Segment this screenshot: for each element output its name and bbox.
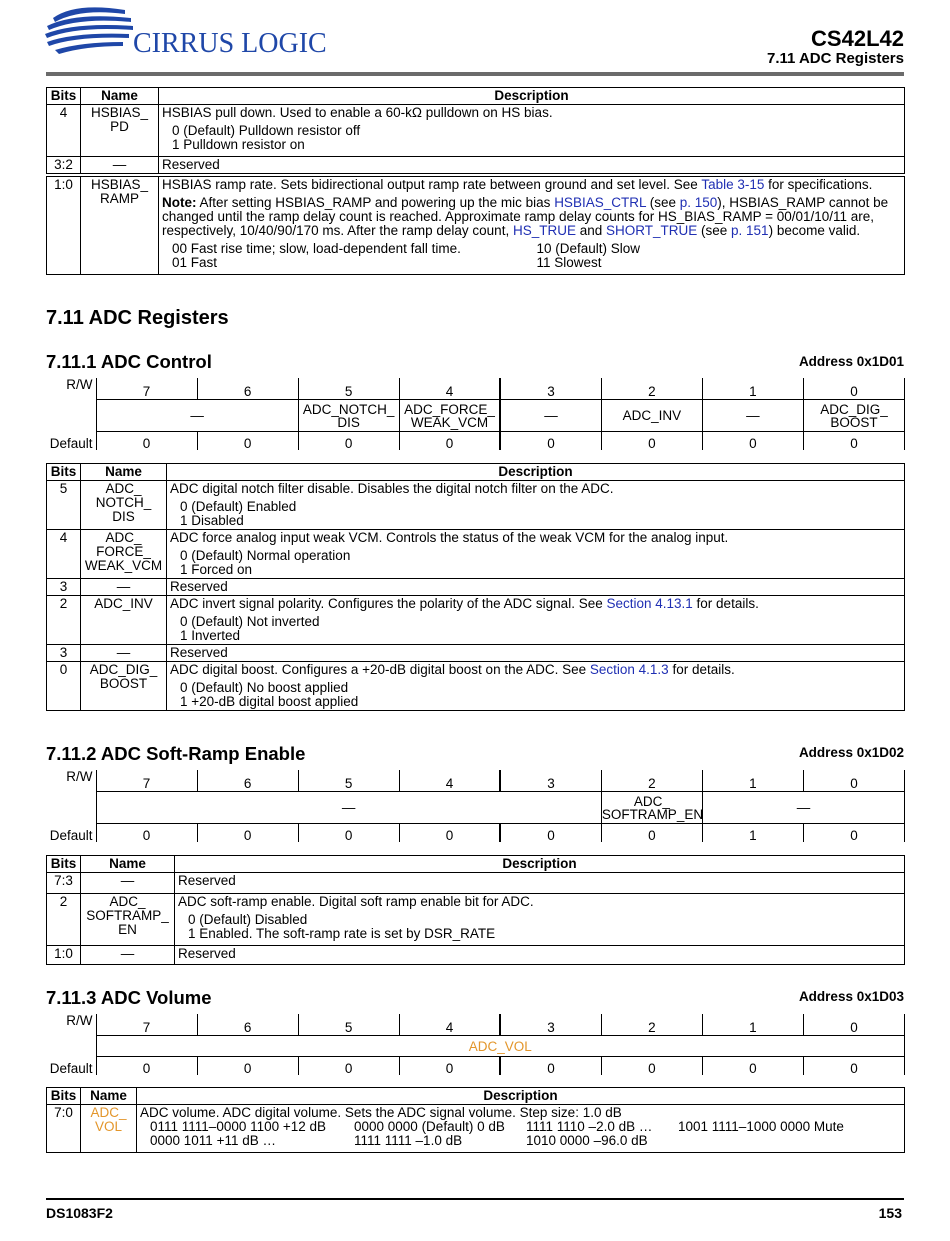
header-section: 7.11 ADC Registers bbox=[766, 50, 904, 67]
register-address: Address 0x1D01 bbox=[798, 354, 904, 369]
field-adc-softramp-en: ADC_ SOFTRAMP_EN bbox=[601, 793, 704, 822]
adc-control-table: Bits Name Description 5 ADC_ NOTCH_ DIS ADC digital notch filter disable. Disables the digital notch filter on the ADC. 0 (Default) Enabled 1 Disabled 4 ADC_ FORCE_ WEAK_VCM ADC force analog input weak VCM. Controls the status of the weak VCM for the analog input. 0 (Default) Normal operation 1 Forced on 3 — Reserved 2 ADC_INV ADC invert signal polarity. Configures the polarity of the ADC signal. See Section 4.13.1 for details. 0 (Default) Not inverted 1 Inverted 3 — Reserved 0 ADC_DIG_ BOOST ADC digital boost. Configures a +20-dB digital boost on the ADC. See Section 4.1.3 for details. 0 (Default) No boost applied 1 +20-dB digital boost applied bbox=[46, 463, 905, 711]
register-map-adc-control: R/W 7 6 5 4 3 2 1 0 — ADC_NOTCH_ DIS ADC_FORCE_ WEAK_VCM — ADC_INV — ADC_DIG_ BOOST Default 0 0 0 0 0 0 0 0 bbox=[46, 378, 905, 450]
field-adc-force-weak-vcm: ADC_FORCE_ WEAK_VCM bbox=[399, 400, 500, 432]
col-name: Name bbox=[81, 88, 159, 105]
chip-name: CS42L42 bbox=[811, 26, 904, 51]
header-rule bbox=[46, 72, 904, 76]
table-row: 4 HSBIAS_ PD HSBIAS pull down. Used to enable a 60-kΩ pulldown on HS bias. 0 (Default) Pulldown resistor off 1 Pulldown resistor on bbox=[47, 105, 905, 157]
field-reserved: — bbox=[702, 792, 904, 824]
table-row: 3 — Reserved bbox=[47, 645, 905, 662]
subsection-title: 7.11.1 ADC Control bbox=[46, 351, 212, 372]
cirrus-logic-logo bbox=[45, 4, 345, 60]
table-link[interactable]: Table 3-15 bbox=[701, 177, 765, 192]
note: Note: After setting HSBIAS_RAMP and powering up the mic bias HSBIAS_CTRL (see p. 150), HSBIAS_RAMP cannot be changed until the ramp delay count is reached. Approximate ramp delay counts for HS_BIAS_RAMP = 00/01/10/11 are, respectively, 10/40/90/170 ms. After the ramp delay count, HS_TRUE and SHORT_TRUE (see p. 151) become valid. bbox=[162, 195, 889, 238]
field-reserved: — bbox=[96, 792, 601, 824]
field-reserved: — bbox=[702, 400, 803, 432]
page-number: 153 bbox=[878, 1205, 902, 1221]
field-adc-vol: ADC_VOL bbox=[96, 1036, 905, 1057]
col-description: Description bbox=[159, 88, 905, 105]
doc-number: DS1083F2 bbox=[46, 1205, 113, 1221]
register-address: Address 0x1D03 bbox=[798, 989, 904, 1004]
table-row: 5 ADC_ NOTCH_ DIS ADC digital notch filter disable. Disables the digital notch filter on the ADC. 0 (Default) Enabled 1 Disabled bbox=[47, 481, 905, 530]
field-adc-inv: ADC_INV bbox=[601, 400, 702, 432]
field-adc-dig-boost: ADC_DIG_ BOOST bbox=[803, 400, 904, 432]
register-address: Address 0x1D02 bbox=[798, 745, 904, 760]
table-row: 2 ADC_INV ADC invert signal polarity. Configures the polarity of the ADC signal. See Section 4.13.1 for details. 0 (Default) Not inverted 1 Inverted bbox=[47, 596, 905, 645]
section-title: 7.11 ADC Registers bbox=[46, 307, 229, 329]
field-reserved: — bbox=[96, 400, 298, 432]
svg-text:CIRRUS LOGIC: CIRRUS LOGIC bbox=[133, 28, 327, 59]
table-row: 2 ADC_ SOFTRAMP_ EN ADC soft-ramp enable. Digital soft ramp enable bit for ADC. 0 (Default) Disabled 1 Enabled. The soft-ramp rate is set by DSR_RATE bbox=[47, 894, 905, 946]
table-row: 1:0 — Reserved bbox=[47, 946, 905, 965]
adc-softramp-table: Bits Name Description 7:3 — Reserved 2 ADC_ SOFTRAMP_ EN ADC soft-ramp enable. Digital soft ramp enable bit for ADC. 0 (Default) Disabled 1 Enabled. The soft-ramp rate is set by DSR_RATE 1:0 — Reserved bbox=[46, 855, 905, 965]
table-row: 7:3 — Reserved bbox=[47, 873, 905, 894]
footer-rule bbox=[46, 1198, 904, 1200]
field-reserved: — bbox=[500, 400, 601, 432]
table-row: 3 — Reserved bbox=[47, 579, 905, 596]
table-row: 7:0 ADC_ VOL ADC volume. ADC digital volume. Sets the ADC signal volume. Step size: 1.0 dB 0111 1111–0000 1100 +12 dB 0000 1011 +11 dB … 0000 0000 (Default) 0 dB 1111 1111 –1.0 dB 1111 1110 –2.0 dB … 1010 0000 –96.0 dB 1001 1111–1000 0000 Mute bbox=[47, 1105, 905, 1153]
table-row: 3:2 — Reserved bbox=[47, 157, 905, 176]
hsbias-table bbox=[46, 87, 905, 275]
register-map-adc-volume: R/W 7 6 5 4 3 2 1 0 ADC_VOL Default 0 0 0 0 0 0 0 0 bbox=[46, 1014, 905, 1075]
table-row: 4 ADC_ FORCE_ WEAK_VCM ADC force analog input weak VCM. Controls the status of the weak VCM for the analog input. 0 (Default) Normal operation 1 Forced on bbox=[47, 530, 905, 579]
table-row: 0 ADC_DIG_ BOOST ADC digital boost. Configures a +20-dB digital boost on the ADC. See Section 4.1.3 for details. 0 (Default) No boost applied 1 +20-dB digital boost applied bbox=[47, 662, 905, 711]
adc-volume-table: Bits Name Description 7:0 ADC_ VOL ADC volume. ADC digital volume. Sets the ADC signal volume. Step size: 1.0 dB 0111 1111–0000 1100 +12 dB 0000 1011 +11 dB … 0000 0000 (Default) 0 dB 1111 1111 –1.0 dB 1111 1110 –2.0 dB … 1010 0000 –96.0 dB 1001 1111–1000 0000 Mute bbox=[46, 1087, 905, 1153]
subsection-title: 7.11.2 ADC Soft-Ramp Enable bbox=[46, 743, 306, 764]
table-row: 1:0 HSBIAS_ RAMP HSBIAS ramp rate. Sets bidirectional output ramp rate between ground and set level. See Table 3-15 for specifications. Note: After setting HSBIAS_RAMP and powering up the mic bias HSBIAS_CTRL (see p. 150), HSBIAS_RAMP cannot be changed until the ramp delay count is reached. Approximate ramp delay counts for HS_BIAS_RAMP = 00/01/10/11 are, respectively, 10/40/90/170 ms. After the ramp delay count, HS_TRUE and SHORT_TRUE (see p. 151) become valid. 00 Fast rise time; slow, load-dependent fall time. 01 Fast 10 (Default) Slow 11 Slowest bbox=[47, 175, 905, 275]
col-bits: Bits bbox=[47, 88, 81, 105]
subsection-title: 7.11.3 ADC Volume bbox=[46, 987, 212, 1008]
register-map-adc-softramp: R/W 7 6 5 4 3 2 1 0 — ADC_ SOFTRAMP_EN — Default 0 0 0 0 0 0 1 0 bbox=[46, 770, 905, 842]
field-adc-notch-dis: ADC_NOTCH_ DIS bbox=[298, 400, 399, 432]
